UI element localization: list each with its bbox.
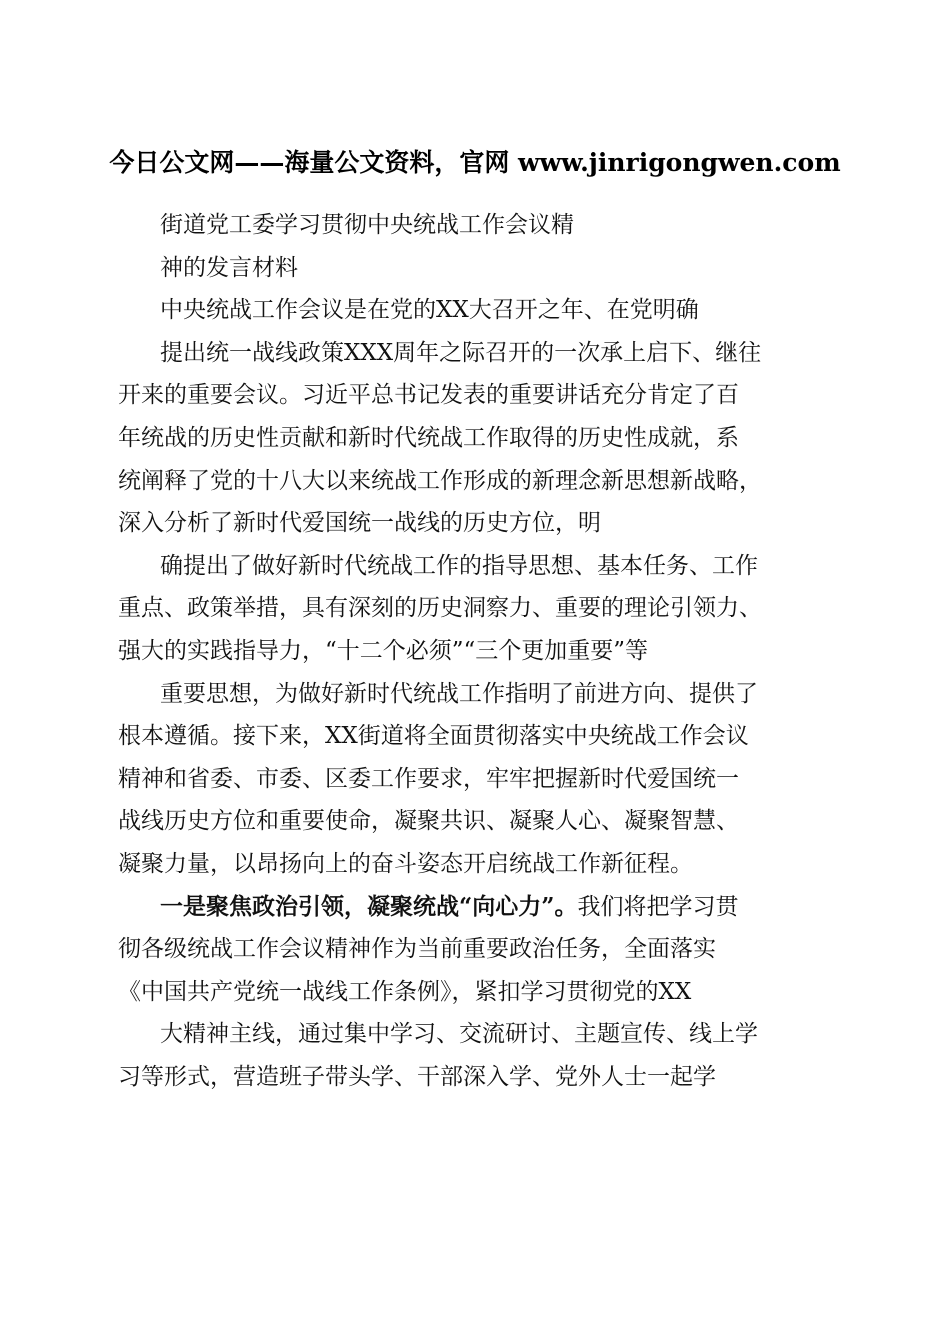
- section-heading: 一是聚焦政治引领，凝聚统战“向心力”。: [160, 892, 578, 920]
- paragraph-line: 凝聚力量，以昂扬向上的奋斗姿态开启统战工作新征程。: [118, 850, 693, 877]
- paragraph-line: 大精神主线，通过集中学习、交流研讨、主题宣传、线上学: [160, 1021, 758, 1048]
- site-header: 今日公文网——海量公文资料，官网 www.jinrigongwen.com: [109, 148, 841, 177]
- paragraph-line: 提出统一战线政策XXX周年之际召开的一次承上启下、继往: [160, 339, 762, 366]
- paragraph-line: 确提出了做好新时代统战工作的指导思想、基本任务、工作: [160, 552, 758, 579]
- paragraph-line: [118, 886, 838, 929]
- paragraph-text: 我们将把学习贯: [577, 893, 739, 920]
- paragraph-line: 根本遵循。接下来，XX街道将全面贯彻落实中央统战工作会议: [118, 723, 749, 750]
- paragraph-line: 精神和省委、市委、区委工作要求，牢牢把握新时代爱国统一: [118, 765, 739, 792]
- paragraph-line: 年统战的历史性贡献和新时代统战工作取得的历史性成就，系: [118, 424, 739, 451]
- paragraph-line: 深入分析了新时代爱国统一战线的历史方位，明: [118, 510, 601, 537]
- paragraph-line: 开来的重要会议。习近平总书记发表的重要讲话充分肯定了百: [118, 382, 739, 409]
- document-body: [118, 204, 838, 1098]
- paragraph-line: 强大的实践指导力，“十二个必须”“三个更加重要”等: [118, 637, 649, 664]
- paragraph-line: 重点、政策举措，具有深刻的历史洞察力、重要的理论引领力、: [118, 595, 762, 622]
- paragraph-line: 中央统战工作会议是在党的XX大召开之年、在党明确: [160, 297, 699, 324]
- doc-title-line-2: 神的发言材料: [160, 254, 298, 281]
- paragraph-line: 《中国共产党统一战线工作条例》，紧扣学习贯彻党的XX: [118, 978, 692, 1005]
- paragraph-line: 统阐释了党的十八大以来统战工作形成的新理念新思想新战略，: [118, 467, 762, 494]
- paragraph-line: 彻各级统战工作会议精神作为当前重要政治任务，全面落实: [118, 936, 716, 963]
- doc-title-line-1: 街道党工委学习贯彻中央统战工作会议精: [160, 212, 574, 238]
- paragraph-line: 战线历史方位和重要使命，凝聚共识、凝聚人心、凝聚智慧、: [118, 808, 739, 835]
- paragraph-line: 习等形式，营造班子带头学、干部深入学、党外人士一起学: [118, 1063, 716, 1090]
- paragraph-line: 重要思想，为做好新时代统战工作指明了前进方向、提供了: [160, 680, 758, 707]
